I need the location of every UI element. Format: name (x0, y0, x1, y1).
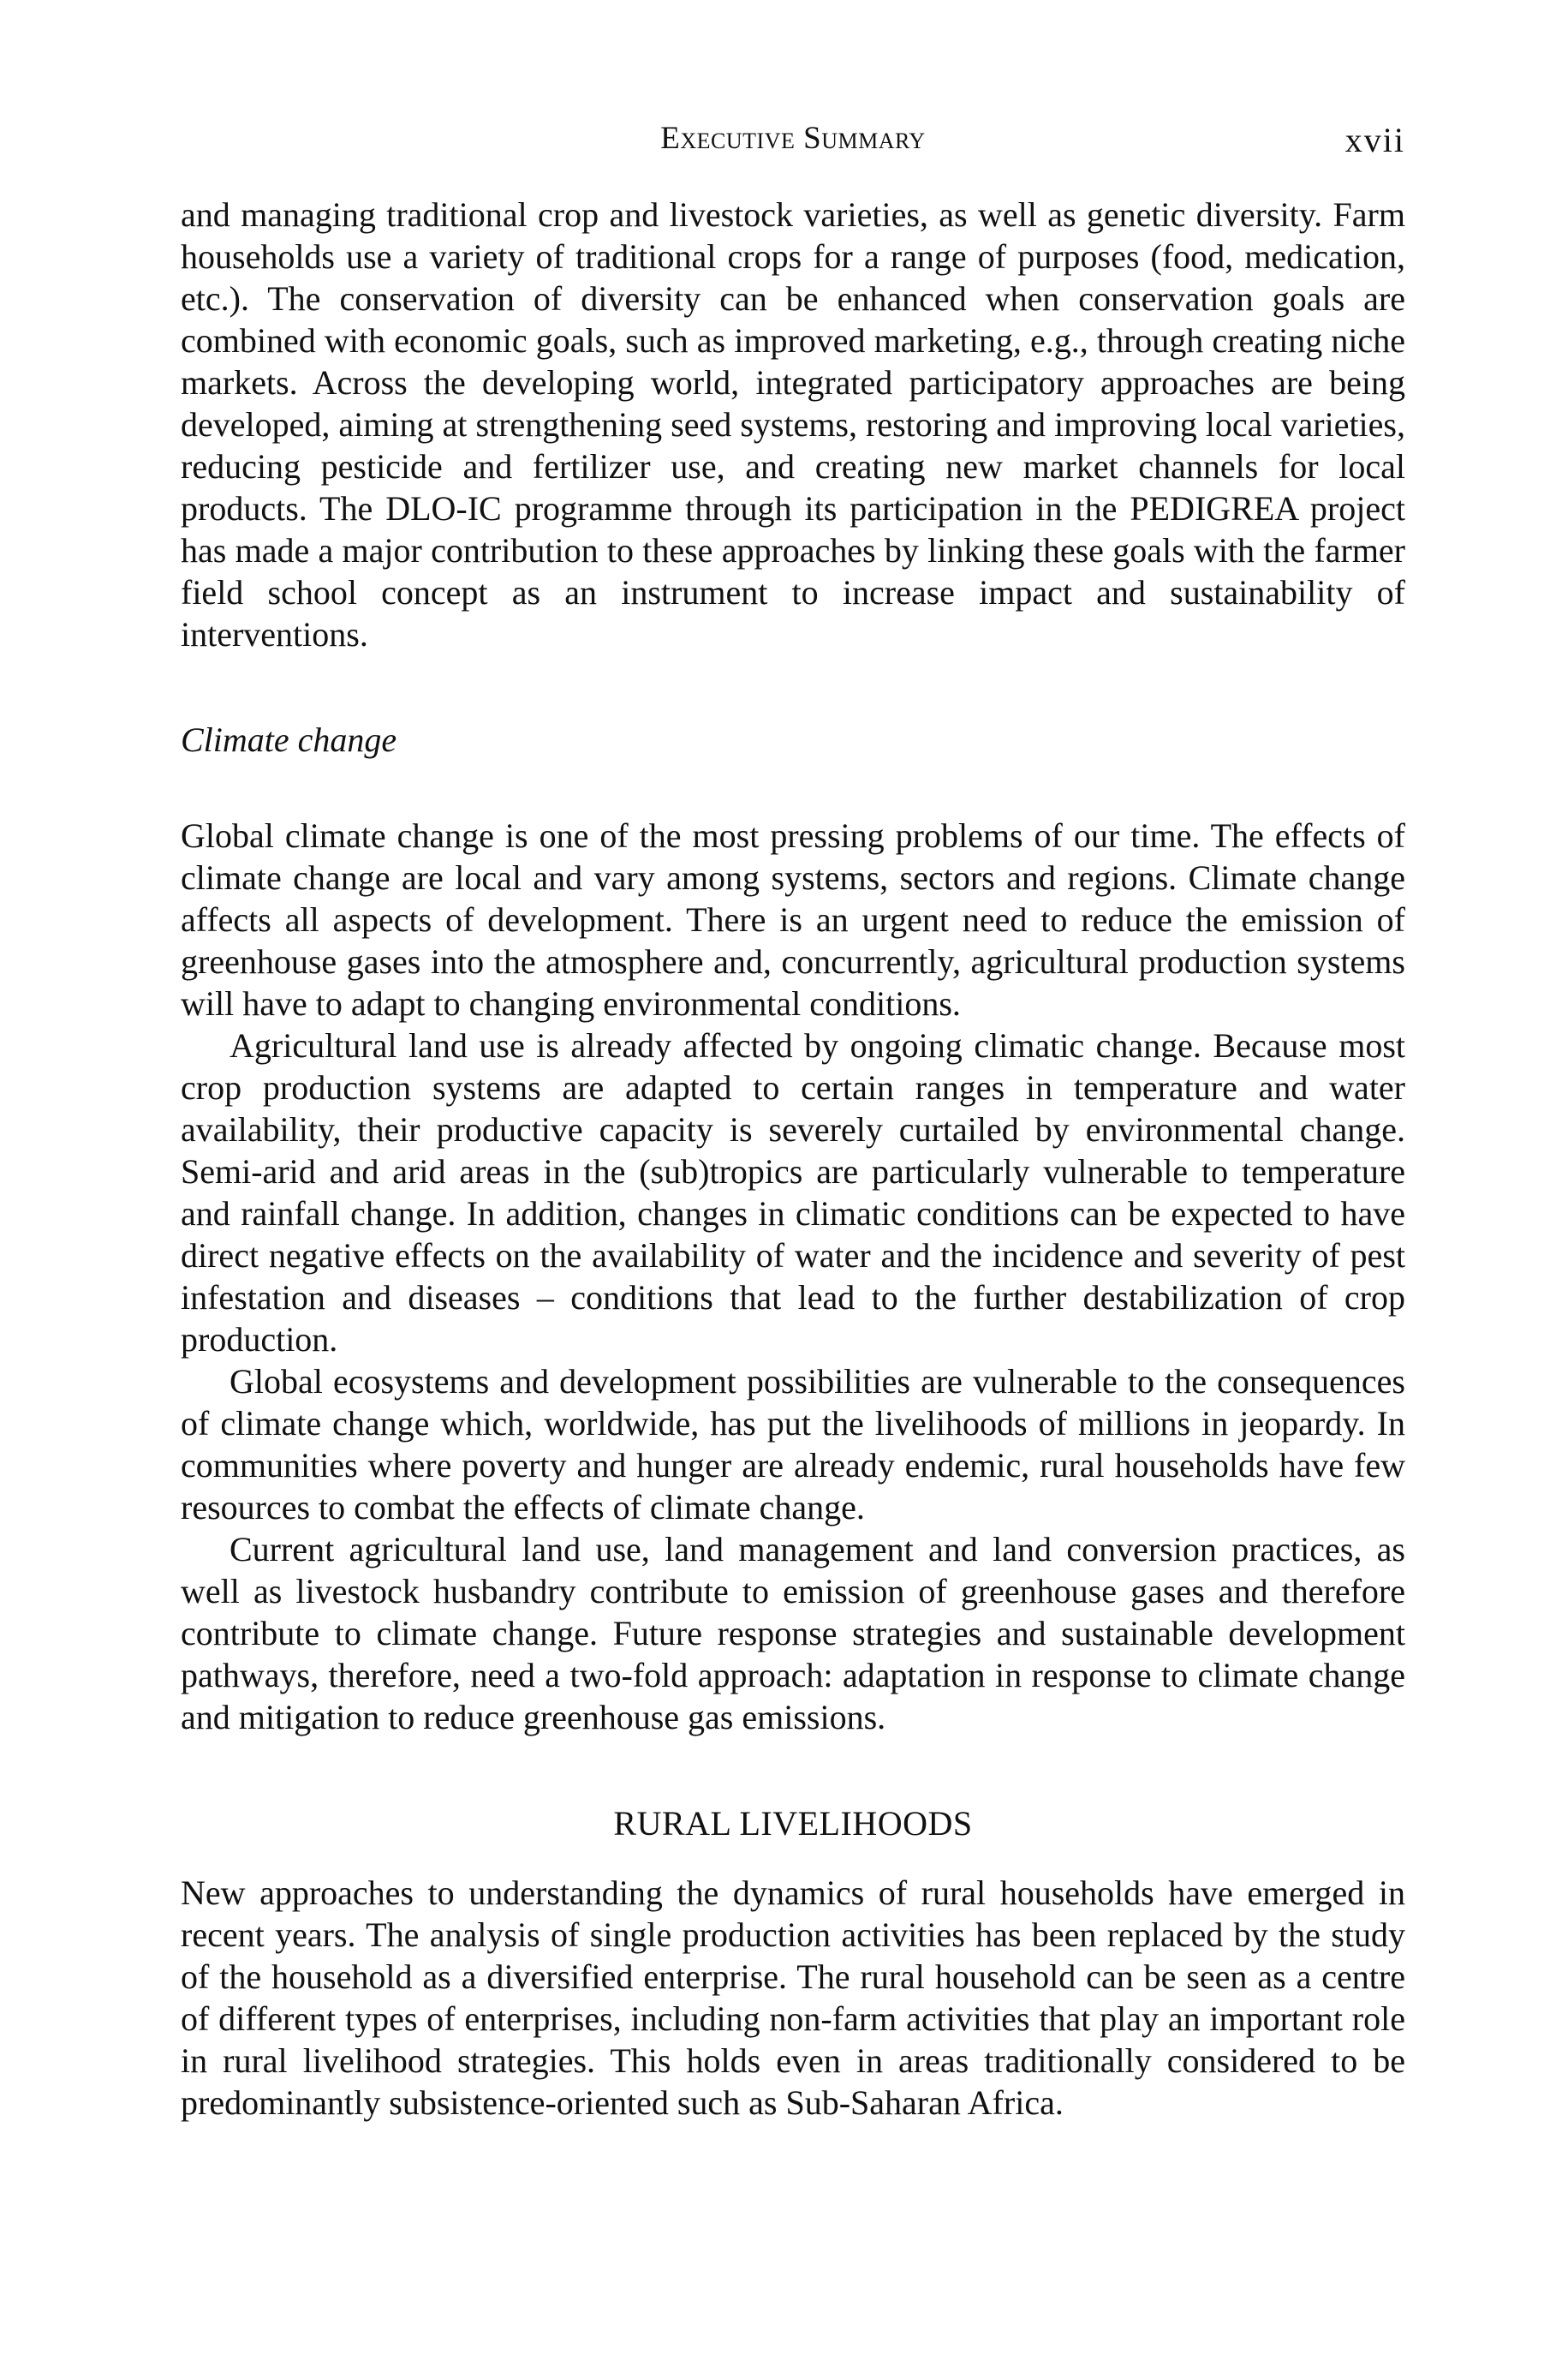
paragraph-climate-2: Agricultural land use is already affected by ongoing climatic change. Because most crop production systems are adapted to certain ranges in temperature and water availability, their productive capacity is severely curtailed by environmental change. Semi-arid and arid areas in the (sub)tropics are particularly vulnerable to temperature and rainfall change. In addition, changes in climatic conditions can be expected to have direct negative effects on the availability of water and the incidence and severity of pest infestation and diseases – conditions that lead to the further destabilization of crop production. (181, 1026, 1405, 1359)
section-heading-rural-livelihoods: RURAL LIVELIHOODS (613, 1804, 973, 1843)
subheading-climate-change: Climate change (181, 720, 397, 759)
paragraph-continued: and managing traditional crop and livestock varieties, as well as genetic diversity. Farm households use a variety of traditional crops for a range of purposes (food, medication, etc.). The conservation of diversity can be enhanced when conservation goals are combined with economic goals, such as improved marketing, e.g., through creating niche markets. Across the developing world, integrated participatory approaches are being developed, aiming at strengthening seed systems, restoring and improving local varieties, reducing pesticide and fertilizer use, and creating new market channels for local products. The DLO-IC programme through its participation in the PEDIGREA project has made a major contribution to these approaches by linking these goals with the farmer field school concept as an instrument to increase impact and sustainability of interventions. (181, 195, 1405, 654)
paragraph-rural-1: New approaches to understanding the dynamics of rural households have emerged in recent years. The analysis of single production activities has been replaced by the study of the household as a diversified enterprise. The rural household can be seen as a centre of different types of enterprises, including non-farm activities that play an important role in rural livelihood strategies. This holds even in areas traditionally considered to be predominantly subsistence-oriented such as Sub-Saharan Africa. (181, 1873, 1405, 2122)
page-header (181, 120, 1405, 171)
paragraph-climate-1: Global climate change is one of the most pressing problems of our time. The effects of climate change are local and vary among systems, sectors and regions. Climate change affects all aspects of development. There is an urgent need to reduce the emission of greenhouse gases into the atmosphere and, concurrently, agricultural production systems will have to adapt to changing environmental conditions. (181, 816, 1405, 1023)
body-text (181, 194, 1405, 2124)
running-head: Executive Summary (660, 121, 926, 156)
page-number: xvii (1344, 121, 1405, 159)
paragraph-climate-4: Current agricultural land use, land management and land conversion practices, as well as livestock husbandry contribute to emission of greenhouse gases and therefore contribute to climate change. Future response strategies and sustainable development pathways, therefore, need a two-fold approach: adaptation in response to climate change and mitigation to reduce greenhouse gas emissions. (181, 1530, 1405, 1736)
paragraph-climate-3: Global ecosystems and development possibilities are vulnerable to the consequences of climate change which, worldwide, has put the livelihoods of millions in jeopardy. In communities where poverty and hunger are already endemic, rural households have few resources to combat the effects of climate change. (181, 1362, 1405, 1527)
